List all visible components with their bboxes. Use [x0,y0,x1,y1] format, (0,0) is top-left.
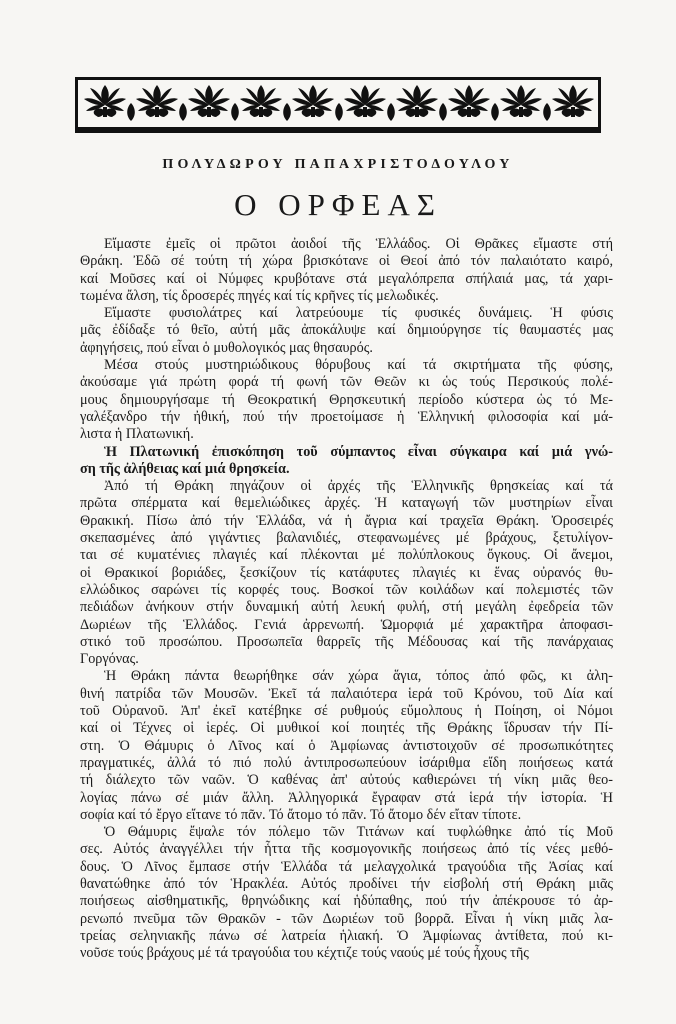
text-line: στη. Ὁ Θάμυρις ὁ Λῖνος καί ὁ Ἀμφίωνας ἀντιστοιχοῦν σέ προσωπικότητες [80,737,613,754]
paragraph [80,357,613,443]
text-line: Δωριέων τῆς Ἑλλάδος. Γενιά ἀρρενωπή. Ὡμορφιά μέ χαρακτῆρα ἀποφασι- [80,616,613,633]
text-line: Ὁ Θάμυρις ἔψαλε τόν πόλεμο τῶν Τιτάνων καί τυφλώθηκε ἀπό τίς Μοῦ [104,824,613,841]
text-line: πεδιάδων ἀνήκουν στήν δυναμική αὐτή λευκή φυλή, στή μεγάλη ἐφεδρεία τῶν [80,599,613,616]
text-line: θινή πατρίδα τῶν Μουσῶν. Ἐκεῖ τά παλαιότερα ἱερά τοῦ Κρόνου, τοῦ Δία καί [80,685,613,702]
paragraph [80,305,613,357]
text-line: καί οἱ Τέχνες οἱ ἱερές. Οἱ μυθικοί κοί ποιητές τῆς Θράκης ἵδρυσαν τήν Πί- [80,720,613,737]
text-line: Θράκη. Ἐδῶ σέ τούτη τή χώρα βρισκότανε οἱ Θεοί ἀπό τόν παλαιότατο καιρό, [80,253,613,270]
article-body [80,236,613,962]
paragraph [80,236,613,305]
text-line: νοῦσε τούς βράχους μέ τά τραγούδια του κέχτιζε τούς ναούς μέ τούς ἦχους τῆς [80,945,529,962]
page-title: Ο ΟΡΦΕΑΣ [234,187,442,222]
text-line: Ἡ Θράκη πάντα θεωρήθηκε σάν χώρα ἅγια, τόπος ἀπό φῶς, κι ἀλη- [104,668,613,685]
text-line: μᾶς ἐδίδαξε τό θεῖο, αὐτή μᾶς ἀποκάλυψε καί δημιούργησε τίς θαυμαστές μας [80,322,613,339]
text-line: σκεπασμένες ἀπό γιγάντιες βαλανιδιές, στεφανωμένες μέ βράχους, ξετυλίγον- [80,530,613,547]
text-line: δους. Ὁ Λῖνος ἔμπασε στήν Ἑλλάδα τά μελαγχολικά τραγούδια τῆς Ἀσίας καί [80,858,613,875]
text-line: λογίας πάνω σέ μιάν ἄλλη. Ἀλληγορικά ἔγραφαν στά ἱερά τήν ἱστορία. Ἡ [80,789,613,806]
text-line: τή διάλεχτο τῶν ναῶν. Ὁ καθένας ἀπ' αὐτούς καθιερώνει τή νίκη μιᾶς θεο- [80,772,613,789]
text-line: ρενωπό πνεῦμα τῶν Θρακῶν - τῶν Δωριέων τοῦ βορρᾶ. Εἶναι ἡ νίκη μιᾶς λα- [80,910,613,927]
text-line: ἀφηγήσεις, πού εἶναι ὁ μυθολογικός μας θησαυρός. [80,339,373,356]
text-line: τοῦ Οὐρανοῦ. Ἀπ' ἐκεῖ κατέβηκε σέ ρυθμούς εὔμολπους ἡ Ποίηση, οἱ Νόμοι [80,703,613,720]
palmette-ornament-band [75,77,601,133]
text-line: ται σέ κυματένιες πλαγιές καί πλέκονται μέ πολύπλοκους ὄγκους. Οἱ ἄνεμοι, [80,547,613,564]
text-line: μους δημιουργήσαμε τή Θεοκρατική Θρησκευτική περίοδο κύστερα ὡς τό Με- [80,391,613,408]
text-line: θανατώθηκε ἀπό τόν Ἡρακλέα. Αὐτός προδίνει τήν εἰσβολή στή Θράκη μιᾶς [80,875,613,892]
text-line: σες. Αὐτός ἀναγγέλλει τήν ἧττα τῆς κοσμογονικῆς ποιήσεως ἀπό τίς νέες μεθό- [80,841,613,858]
text-line: ση τῆς ἀλήθειας καί μιά θρησκεία. [80,460,290,477]
text-line: Ἀπό τή Θράκη πηγάζουν οἱ ἀρχές τῆς Ἑλληνικῆς θρησκείας καί τά [104,478,613,495]
paragraph [80,824,613,962]
text-line: Εἴμαστε φυσιολάτρες καί λατρεύουμε τίς φυσικές δυνάμεις. Ἡ φύσις [104,305,613,322]
text-line: λιστα ἡ Πλατωνική. [80,426,194,443]
text-line: Γοργόνας. [80,651,139,668]
text-line: οἱ Θρακικοί βοριάδες, ξεσκίζουν τίς κατάφυτες πλαγιές κι ἕνας οὐρανός θυ- [80,564,613,581]
text-line: Ἡ Πλατωνική ἐπισκόπηση τοῦ σύμπαντος εἶναι σύγκαιρα καί μιά γνώ- [104,443,613,460]
text-line: ποιήσεως αἰσθηματικῆς, θρηνώδικης καί ἡδύπαθης, πού τήν ἀπέκρουσε τό ἀρ- [80,893,613,910]
text-line: πραγματικές, ἀλλά τό πιό πολύ ἀντιπροσωπεύουν ἰσάριθμα εἴδη ποιήσεως κατά [80,754,613,771]
text-line: τωμένα ἄλση, τίς δροσερές πηγές καί τίς κρῆνες τίς μελωδικές. [80,287,439,304]
author-name: ΠΟΛΥΔΩΡΟΥ ΠΑΠΑΧΡΙΣΤΟΔΟΥΛΟΥ [162,157,514,172]
paragraph [80,444,613,479]
text-line: τρείας σεληνιακῆς πάνω σέ λατρεία ἡλιακή. Ὁ Ἀμφίωνας ἀντίθετα, πού κι- [80,927,613,944]
text-line: γαλέξανδρο τήν ἠθική, πού τήν προετοίμασε ἡ Ἑλληνική φιλοσοφία καί μά- [80,408,613,425]
text-line: ἀκούσαμε γιά πρώτη φορά τή φωνή τῶν Θεῶν κι ὡς τούς Περσικούς πολέ- [80,374,613,391]
text-line: Θρακική. Πίσω ἀπό τήν Ἑλλάδα, νά ἡ ἄγρια καί τραχεῖα Θράκη. Ὀροσειρές [80,512,613,529]
paragraph [80,478,613,668]
text-line: Εἴμαστε ἐμεῖς οἱ πρῶτοι ἀοιδοί τῆς Ἑλλάδος. Οἱ Θρᾶκες εἴμαστε στή [104,236,613,252]
paragraph [80,668,613,824]
text-line: σοφία καί τό ἔργο εἴτανε τό πᾶν. Τό ἄτομο τό πᾶν. Τό ἄτομο δέν εἴταν τίποτε. [80,806,522,823]
text-line: Μέσα στούς μυστηριώδικους θόρυβους καί τά σκιρτήματα τῆς φύσης, [104,357,613,374]
text-line: πρῶτα σπέρματα καί θεμελιώδικες ἀρχές. Ἡ καταγωγή τῶν μυστηρίων εἶναι [80,495,613,512]
text-line: καί Μοῦσες καί οἱ Νύμφες κρυβότανε στά μεγαλόπρεπα σπήλαιά μας, τά χαρι- [80,270,613,287]
text-line: ελλώδικος σαρώνει τίς κορφές τους. Βοσκοί τῶν κοιλάδων καί πολεμιστές τῶν [80,581,613,598]
text-line: στικό τοῦ προσώπου. Προσωπεῖα θαρρεῖς τῆς Μέδουσας καί τῆς πανάρχαιας [80,633,613,650]
